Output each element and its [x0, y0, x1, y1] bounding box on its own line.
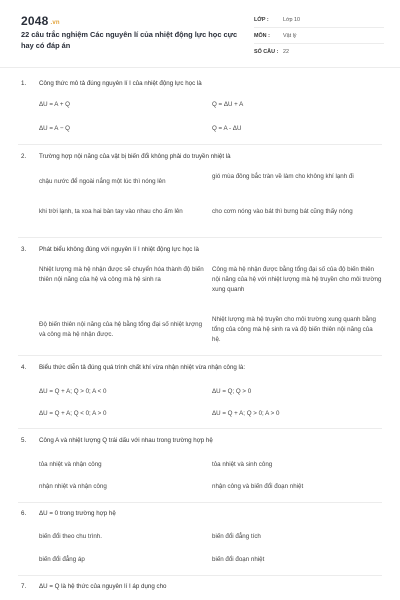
question-number: 5. [21, 437, 27, 444]
question-number: 4. [21, 364, 27, 371]
question-text: Công thức mô tả đúng nguyên lí I của nhiệt động lực học là [39, 80, 202, 87]
question-number: 2. [21, 153, 27, 160]
question-divider [18, 502, 382, 503]
question-divider [18, 355, 382, 356]
question-number: 7. [21, 583, 27, 590]
question-5 [21, 437, 213, 444]
question-2 [21, 153, 231, 160]
question-7 [21, 583, 166, 590]
answer-option[interactable]: Công mà hệ nhận được bằng tổng đại số của độ biến thiên nội năng của hệ với nhiệt lượng mà hệ truyền cho môi trường xung quanh [212, 266, 382, 293]
answer-option[interactable]: Nhiệt lượng mà hệ truyền cho môi trường xung quanh bằng tổng của công mà hệ sinh ra và độ biến thiên nội năng của hệ. [212, 316, 376, 343]
answer-option[interactable]: biến đổi đoạn nhiệt [212, 556, 265, 563]
document-title: 22 câu trắc nghiệm Các nguyên lí của nhiệt động lực học cực hay có đáp án [21, 30, 238, 50]
answer-option[interactable]: Nhiệt lượng mà hệ nhận được sẽ chuyển hóa thành độ biến thiên nội năng của hệ và công mà hệ sinh ra [39, 266, 204, 283]
answer-option[interactable]: ΔU = Q + A; Q > 0; A > 0 [212, 410, 280, 417]
answer-option[interactable]: ΔU = Q; Q > 0 [212, 388, 252, 395]
meta-value: Vật lý [283, 32, 297, 39]
logo-main: 2048 [21, 14, 49, 28]
question-divider [18, 575, 382, 576]
question-text: Trường hợp nội năng của vật bị biến đổi không phải do truyền nhiệt là [39, 153, 231, 160]
question-divider [18, 237, 382, 238]
question-text: Công A và nhiệt lượng Q trái dấu với nhau trong trường hợp hệ [39, 437, 213, 444]
meta-value: Lớp 10 [283, 16, 301, 23]
answer-option[interactable]: biến đổi đẳng áp [39, 556, 85, 563]
answer-option[interactable]: gió mùa đông bắc tràn về làm cho không khí lạnh đi [212, 173, 354, 180]
meta-label: LỚP : [254, 16, 269, 23]
answer-option[interactable]: nhận công và biến đổi đoạn nhiệt [212, 483, 304, 490]
site-logo[interactable] [21, 14, 60, 28]
question-text: Biểu thức diễn tả đúng quá trình chất khí vừa nhận nhiệt vừa nhận công là: [39, 364, 246, 371]
meta-value: 22 [283, 49, 289, 55]
answer-option[interactable]: ΔU = A − Q [39, 125, 70, 132]
meta-label: SỐ CÂU : [254, 49, 279, 55]
meta-label: MÔN : [254, 32, 270, 39]
document-meta [254, 12, 384, 60]
answer-option[interactable]: biến đổi theo chu trình. [39, 533, 102, 540]
meta-row-subject [254, 28, 384, 44]
answer-option[interactable]: tỏa nhiệt và sinh công [212, 461, 273, 468]
answer-option[interactable]: Độ biến thiên nội năng của hệ bằng tổng đại số nhiệt lượng và công mà hệ nhận được. [39, 321, 203, 338]
question-4 [21, 364, 245, 371]
meta-row-count [254, 44, 384, 60]
logo-suffix: .vn [50, 20, 60, 26]
question-divider [18, 428, 382, 429]
answer-option[interactable]: ΔU = Q + A; Q > 0; A < 0 [39, 388, 107, 395]
answer-option[interactable]: tỏa nhiệt và nhận công [39, 461, 102, 468]
question-text: ΔU = Q là hệ thức của nguyên lí I áp dụng cho [39, 583, 167, 590]
question-6 [21, 510, 116, 517]
meta-row-class [254, 12, 384, 28]
answer-option[interactable]: biến đổi đẳng tích [212, 533, 261, 540]
answer-option[interactable]: chậu nước để ngoài nắng một lúc thì nóng lên [39, 178, 166, 185]
question-divider [18, 144, 382, 145]
question-number: 1. [21, 80, 27, 87]
answer-option[interactable]: ΔU = Q + A; Q < 0; A > 0 [39, 410, 107, 417]
page-header [0, 0, 400, 68]
answer-option[interactable]: cho cơm nóng vào bát thì bưng bát cũng thấy nóng [212, 208, 353, 215]
question-1 [21, 80, 202, 87]
question-3 [21, 246, 199, 253]
question-number: 6. [21, 510, 27, 517]
answer-option[interactable]: nhận nhiệt và nhận công [39, 483, 107, 490]
answer-option[interactable]: khi trời lạnh, ta xoa hai bàn tay vào nhau cho ấm lên [39, 208, 183, 215]
answer-option[interactable]: Q = ΔU + A [212, 101, 244, 108]
answer-option[interactable]: ΔU = A + Q [39, 101, 70, 108]
question-number: 3. [21, 246, 27, 253]
question-text: Phát biểu không đúng với nguyên lí I nhiệt động lực học là [39, 246, 199, 253]
answer-option[interactable]: Q = A - ΔU [212, 125, 242, 132]
question-text: ΔU = 0 trong trường hợp hệ [39, 510, 116, 517]
